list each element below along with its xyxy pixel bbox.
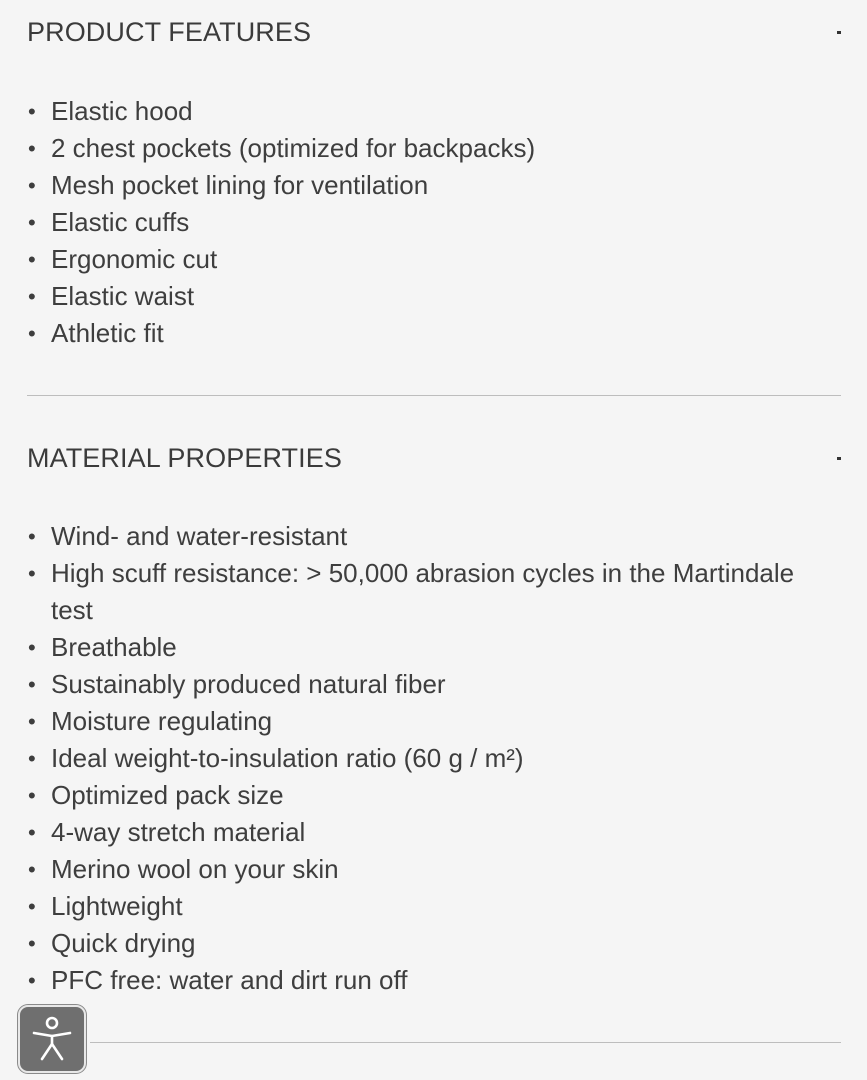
material-properties-list [26, 518, 816, 999]
bullet-icon: • [28, 210, 36, 235]
bullet-icon: • [28, 820, 36, 845]
product-features-list [26, 93, 826, 352]
material-properties-header[interactable] [27, 438, 841, 478]
bullet-icon: • [28, 709, 36, 734]
section-divider [90, 1042, 841, 1043]
list-item: • Mesh pocket lining for ventilation [26, 167, 826, 204]
list-item: • Ideal weight-to-insulation ratio (60 g / m²) [26, 740, 816, 777]
collapse-icon[interactable] [821, 22, 841, 42]
list-item: • Moisture regulating [26, 703, 816, 740]
product-features-header[interactable] [27, 12, 841, 52]
bullet-icon: • [28, 284, 36, 309]
list-item: • 4-way stretch material [26, 814, 816, 851]
collapse-dash [837, 457, 841, 460]
bullet-icon: • [28, 672, 36, 697]
list-item: • Ergonomic cut [26, 241, 826, 278]
bullet-icon: • [28, 561, 36, 586]
section-divider [27, 395, 841, 396]
accessibility-button[interactable] [18, 1005, 86, 1073]
list-item: • PFC free: water and dirt run off [26, 962, 816, 999]
list-item: • High scuff resistance: > 50,000 abrasion cycles in the Martindale test [26, 555, 816, 629]
list-item: • Elastic waist [26, 278, 826, 315]
list-item: • Merino wool on your skin [26, 851, 816, 888]
bullet-icon: • [28, 524, 36, 549]
material-properties-title: MATERIAL PROPERTIES [27, 442, 342, 473]
bullet-icon: • [28, 931, 36, 956]
accessibility-icon [30, 1014, 74, 1064]
list-item: • 2 chest pockets (optimized for backpacks) [26, 130, 826, 167]
product-features-title: PRODUCT FEATURES [27, 16, 312, 47]
list-item: • Breathable [26, 629, 816, 666]
collapse-icon[interactable] [821, 448, 841, 468]
bullet-icon: • [28, 136, 36, 161]
list-item: • Elastic cuffs [26, 204, 826, 241]
list-item: • Quick drying [26, 925, 816, 962]
bullet-icon: • [28, 99, 36, 124]
bullet-icon: • [28, 746, 36, 771]
bullet-icon: • [28, 321, 36, 346]
list-item: • Optimized pack size [26, 777, 816, 814]
list-item: • Wind- and water-resistant [26, 518, 816, 555]
list-item: • Elastic hood [26, 93, 826, 130]
bullet-icon: • [28, 857, 36, 882]
bullet-icon: • [28, 635, 36, 660]
list-item: • Lightweight [26, 888, 816, 925]
bullet-icon: • [28, 968, 36, 993]
bullet-icon: • [28, 173, 36, 198]
bullet-icon: • [28, 894, 36, 919]
bullet-icon: • [28, 783, 36, 808]
list-item: • Sustainably produced natural fiber [26, 666, 816, 703]
collapse-dash [837, 31, 841, 34]
list-item: • Athletic fit [26, 315, 826, 352]
bullet-icon: • [28, 247, 36, 272]
